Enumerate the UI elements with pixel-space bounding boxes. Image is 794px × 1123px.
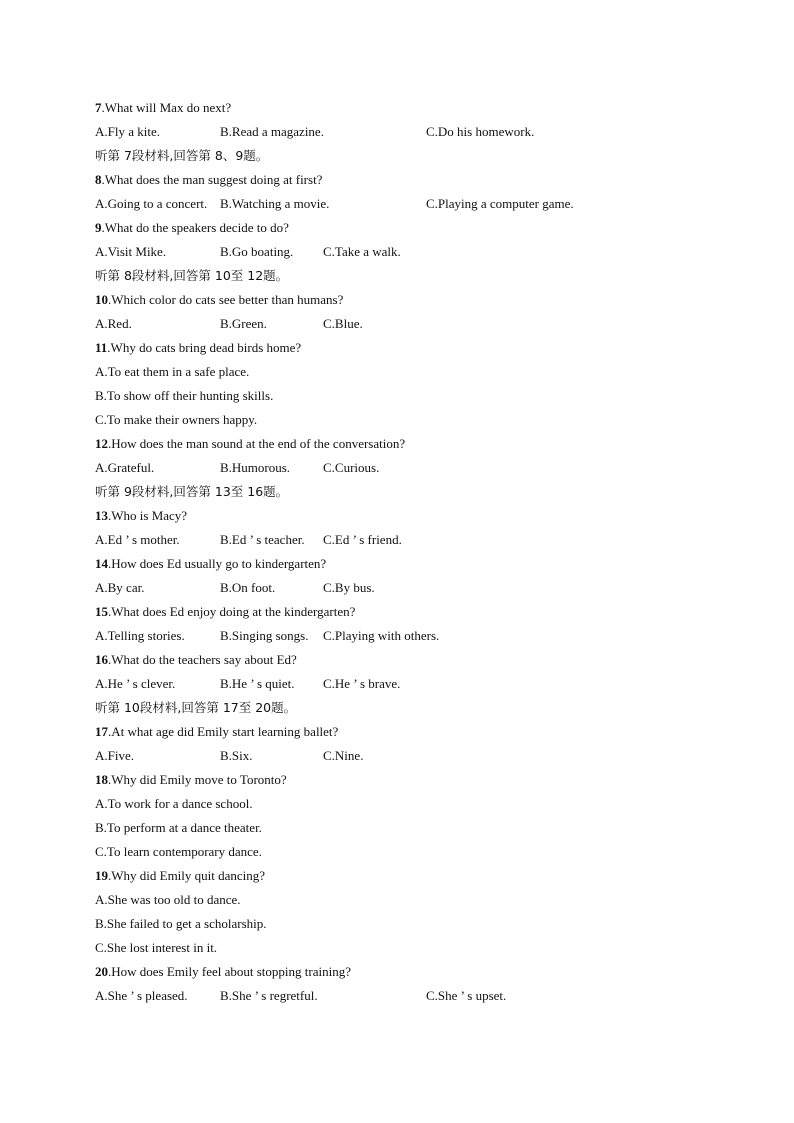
question-7: [95, 98, 231, 118]
option-line: [95, 842, 262, 862]
option-a: A.He ’ s clever.: [95, 676, 176, 691]
option-c: C.He ’ s brave.: [323, 676, 401, 691]
option-line: [95, 410, 257, 430]
question-text: .How does the man sound at the end of the conversation?: [108, 436, 406, 451]
section-instruction: [95, 266, 288, 286]
option-text: A.To work for a dance school.: [95, 796, 253, 811]
option-text: C.She lost interest in it.: [95, 940, 218, 955]
question-8: [95, 170, 322, 190]
options-row: [95, 674, 695, 694]
option-b: B.She ’ s regretful.: [220, 988, 318, 1003]
option-b: B.Ed ’ s teacher.: [220, 532, 305, 547]
question-17: [95, 722, 338, 742]
question-number: 12: [95, 436, 108, 451]
option-a: A.Going to a concert.: [95, 196, 208, 211]
question-text: .Who is Macy?: [108, 508, 188, 523]
question-text: .At what age did Emily start learning ballet?: [108, 724, 339, 739]
question-number: 15: [95, 604, 108, 619]
question-text: .What does Ed enjoy doing at the kindergarten?: [108, 604, 356, 619]
question-number: 9: [95, 220, 102, 235]
options-row: [95, 194, 695, 214]
option-line: [95, 818, 262, 838]
section-instruction-text: 听第 8段材料,回答第 10至 12题。: [95, 268, 289, 283]
option-text: C.To make their owners happy.: [95, 412, 258, 427]
option-line: [95, 362, 249, 382]
question-text: .Which color do cats see better than humans?: [108, 292, 344, 307]
question-16: [95, 650, 297, 670]
option-text: B.To show off their hunting skills.: [95, 388, 274, 403]
option-b: B.Six.: [220, 748, 253, 763]
option-a: A.Five.: [95, 748, 134, 763]
section-instruction-text: 听第 10段材料,回答第 17至 20题。: [95, 700, 297, 715]
question-20: [95, 962, 351, 982]
options-row: [95, 578, 695, 598]
question-13: [95, 506, 187, 526]
option-a: A.Telling stories.: [95, 628, 185, 643]
option-c: C.Ed ’ s friend.: [323, 532, 402, 547]
question-number: 11: [95, 340, 108, 355]
option-b: B.He ’ s quiet.: [220, 676, 295, 691]
option-c: C.She ’ s upset.: [426, 988, 507, 1003]
question-11: [95, 338, 301, 358]
question-15: [95, 602, 355, 622]
option-c: C.By bus.: [323, 580, 375, 595]
option-b: B.Watching a movie.: [220, 196, 330, 211]
question-number: 7: [95, 100, 102, 115]
question-text: .What does the man suggest doing at first?: [101, 172, 323, 187]
options-row: [95, 986, 695, 1006]
question-number: 14: [95, 556, 108, 571]
options-row: [95, 530, 695, 550]
question-number: 20: [95, 964, 108, 979]
option-a: A.Ed ’ s mother.: [95, 532, 180, 547]
option-c: C.Take a walk.: [323, 244, 401, 259]
options-row: [95, 626, 695, 646]
option-b: B.Go boating.: [220, 244, 294, 259]
option-line: [95, 386, 273, 406]
question-number: 18: [95, 772, 108, 787]
section-instruction: [95, 482, 288, 502]
section-instruction-text: 听第 7段材料,回答第 8、9题。: [95, 148, 269, 163]
option-text: C.To learn contemporary dance.: [95, 844, 262, 859]
option-b: B.On foot.: [220, 580, 276, 595]
question-text: .How does Emily feel about stopping training?: [108, 964, 351, 979]
question-9: [95, 218, 289, 238]
section-instruction: [95, 698, 296, 718]
section-instruction: [95, 146, 268, 166]
question-text: .Why do cats bring dead birds home?: [107, 340, 302, 355]
option-line: [95, 938, 217, 958]
option-text: A.She was too old to dance.: [95, 892, 241, 907]
question-14: [95, 554, 326, 574]
option-line: [95, 890, 241, 910]
option-b: B.Read a magazine.: [220, 124, 324, 139]
option-line: [95, 794, 253, 814]
option-a: A.By car.: [95, 580, 145, 595]
question-text: .What do the teachers say about Ed?: [108, 652, 297, 667]
question-19: [95, 866, 265, 886]
question-number: 13: [95, 508, 108, 523]
option-b: B.Green.: [220, 316, 267, 331]
option-text: B.To perform at a dance theater.: [95, 820, 262, 835]
options-row: [95, 242, 695, 262]
options-row: [95, 314, 695, 334]
options-row: [95, 122, 695, 142]
option-a: A.She ’ s pleased.: [95, 988, 188, 1003]
option-c: C.Blue.: [323, 316, 363, 331]
section-instruction-text: 听第 9段材料,回答第 13至 16题。: [95, 484, 289, 499]
option-a: A.Grateful.: [95, 460, 155, 475]
options-row: [95, 746, 695, 766]
option-line: [95, 914, 267, 934]
option-b: B.Singing songs.: [220, 628, 309, 643]
question-number: 10: [95, 292, 108, 307]
question-number: 17: [95, 724, 108, 739]
option-b: B.Humorous.: [220, 460, 291, 475]
question-12: [95, 434, 405, 454]
question-text: .What do the speakers decide to do?: [101, 220, 289, 235]
question-number: 16: [95, 652, 108, 667]
question-text: .Why did Emily quit dancing?: [108, 868, 266, 883]
option-c: C.Nine.: [323, 748, 364, 763]
option-c: C.Playing a computer game.: [426, 196, 574, 211]
question-text: .Why did Emily move to Toronto?: [108, 772, 287, 787]
option-c: C.Playing with others.: [323, 628, 440, 643]
option-c: C.Curious.: [323, 460, 380, 475]
option-a: A.Fly a kite.: [95, 124, 160, 139]
question-number: 8: [95, 172, 102, 187]
option-a: A.Visit Mike.: [95, 244, 167, 259]
option-text: B.She failed to get a scholarship.: [95, 916, 267, 931]
question-18: [95, 770, 287, 790]
options-row: [95, 458, 695, 478]
option-c: C.Do his homework.: [426, 124, 535, 139]
option-text: A.To eat them in a safe place.: [95, 364, 250, 379]
question-text: .What will Max do next?: [101, 100, 232, 115]
option-a: A.Red.: [95, 316, 132, 331]
question-text: .How does Ed usually go to kindergarten?: [108, 556, 327, 571]
question-number: 19: [95, 868, 108, 883]
question-10: [95, 290, 343, 310]
